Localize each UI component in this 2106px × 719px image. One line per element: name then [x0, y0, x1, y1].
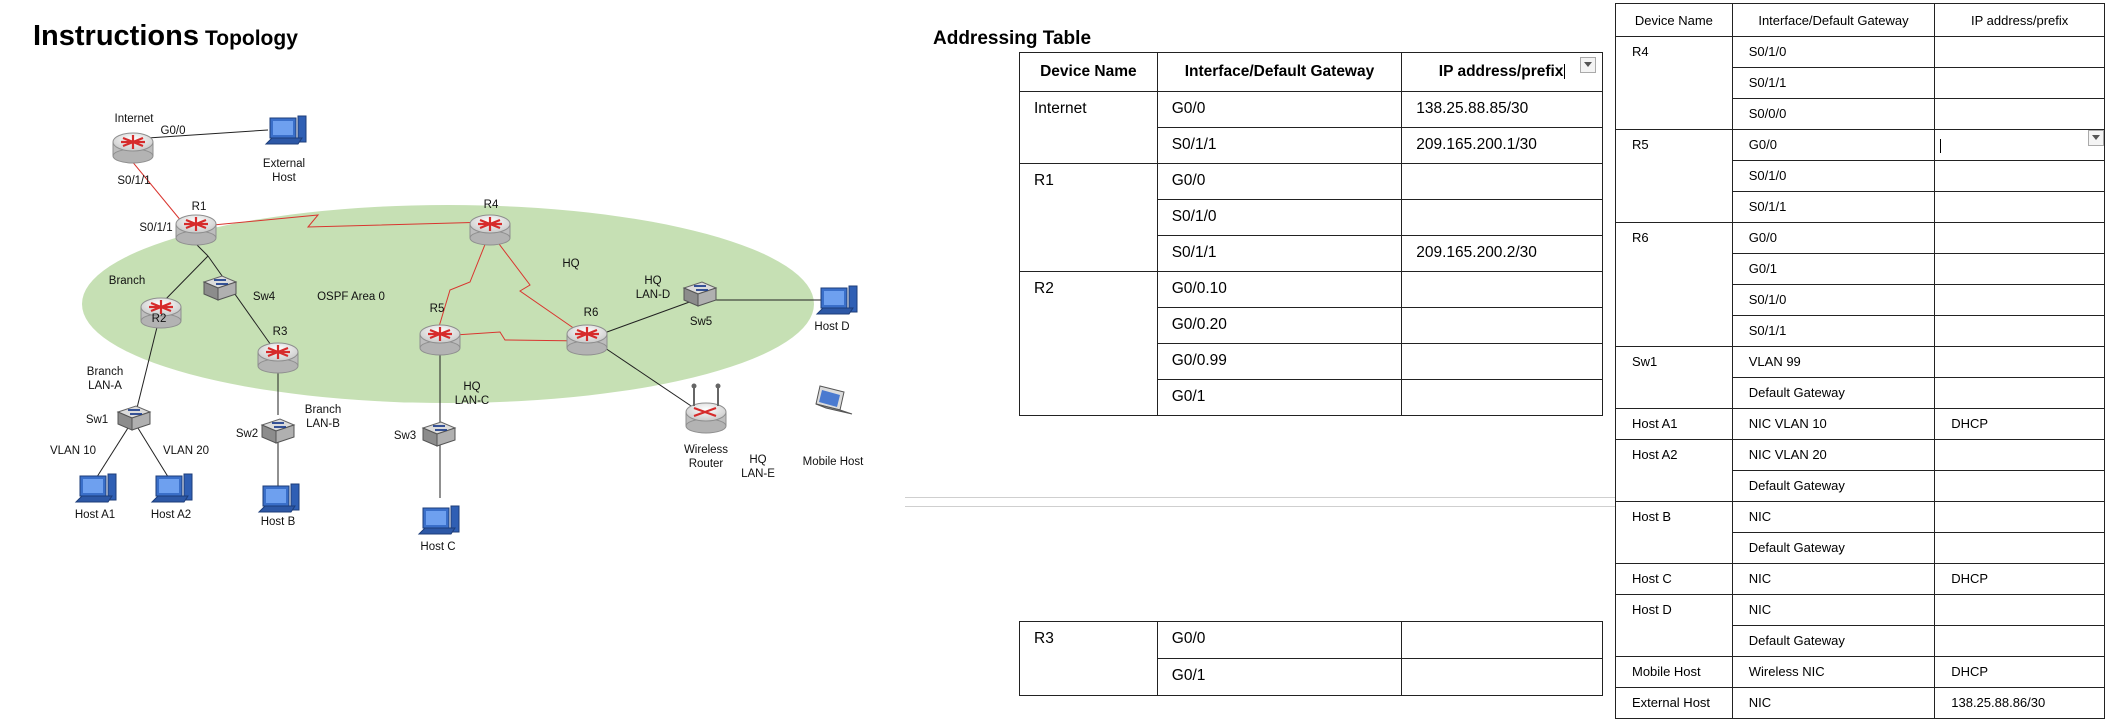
cell-device-name[interactable]: External Host: [1616, 688, 1733, 719]
addressing-table-main: [1019, 52, 1603, 416]
lbl-vlan20: VLAN 20: [162, 445, 210, 457]
cell-ip-address[interactable]: 138.25.88.85/30: [1402, 92, 1603, 128]
lbl-hq-lan-e-1: HQ: [749, 454, 767, 466]
cell-ip-address[interactable]: [1935, 254, 2105, 285]
lbl-r3: R3: [272, 326, 288, 338]
lbl-sw5: Sw5: [689, 316, 713, 328]
lbl-wireless-router-1: Wireless: [683, 444, 729, 456]
addressing-table-r3: [1019, 621, 1603, 696]
cell-interface[interactable]: S0/1/0: [1157, 200, 1402, 236]
title-instructions: Instructions: [33, 20, 199, 52]
lbl-branch-lan-b-1: Branch: [304, 404, 342, 416]
cell-interface[interactable]: NIC VLAN 10: [1732, 409, 1935, 440]
header-row: [1020, 53, 1603, 92]
title-topology: Topology: [204, 27, 298, 50]
table-row: [1020, 272, 1603, 308]
router-r3-icon: [258, 343, 298, 373]
cell-ip-address[interactable]: [1935, 471, 2105, 502]
cell-interface[interactable]: S0/0/0: [1732, 99, 1935, 130]
cell-interface[interactable]: Wireless NIC: [1732, 657, 1935, 688]
cell-device-name[interactable]: R4: [1616, 37, 1733, 130]
cell-ip-address[interactable]: [1935, 37, 2105, 68]
cell-device-name[interactable]: Host B: [1616, 502, 1733, 564]
cell-device-name[interactable]: Sw1: [1616, 347, 1733, 409]
table-row: [1616, 688, 2105, 719]
switch-sw1-icon: [118, 406, 150, 430]
pc-host-b-icon: [259, 484, 299, 512]
cell-ip-address[interactable]: [1935, 378, 2105, 409]
table-row: [1616, 657, 2105, 688]
header-ip-label: IP address/prefix: [1438, 63, 1564, 80]
cell-device-name[interactable]: R6: [1616, 223, 1733, 347]
header-ip: IP address/prefix: [1935, 4, 2105, 37]
cell-ip-address[interactable]: [1402, 200, 1603, 236]
cell-ip-address[interactable]: [1935, 285, 2105, 316]
cell-interface[interactable]: S0/1/0: [1732, 285, 1935, 316]
lbl-vlan10: VLAN 10: [49, 445, 97, 457]
cell-interface[interactable]: NIC: [1732, 502, 1935, 533]
lbl-r6: R6: [583, 307, 599, 319]
lbl-r1: R1: [191, 201, 207, 213]
table-row: [1616, 595, 2105, 626]
lbl-external-host-2: Host: [272, 172, 296, 184]
cell-device-name[interactable]: Internet: [1020, 92, 1158, 164]
lbl-sw4: Sw4: [252, 291, 276, 303]
cell-interface[interactable]: S0/1/0: [1732, 37, 1935, 68]
cell-device-name[interactable]: Host C: [1616, 564, 1733, 595]
lbl-sw1: Sw1: [85, 414, 109, 426]
cell-device-name[interactable]: Host D: [1616, 595, 1733, 657]
cell-device-name[interactable]: Mobile Host: [1616, 657, 1733, 688]
cell-device-name[interactable]: Host A2: [1616, 440, 1733, 502]
lbl-host-a1: Host A1: [74, 509, 116, 521]
table-row: [1616, 440, 2105, 471]
router-internet-icon: [113, 133, 153, 163]
router-r6-icon: [567, 325, 607, 355]
cell-device-name[interactable]: R2: [1020, 272, 1158, 416]
switch-sw2-icon: [262, 419, 294, 443]
lbl-branch-lan-a-2: LAN-A: [88, 380, 122, 392]
topology-diagram: [0, 90, 900, 570]
cell-interface[interactable]: G0/0: [1732, 223, 1935, 254]
cell-ip-address[interactable]: [1402, 344, 1603, 380]
cell-ip-address[interactable]: [1935, 192, 2105, 223]
cell-ip-address[interactable]: [1402, 308, 1603, 344]
table-row: [1020, 164, 1603, 200]
lbl-mobile-host: Mobile Host: [802, 456, 864, 468]
pc-host-a1-icon: [76, 474, 116, 502]
cell-interface[interactable]: S0/1/1: [1157, 236, 1402, 272]
cell-interface[interactable]: G0/1: [1157, 659, 1402, 696]
cell-interface[interactable]: S0/1/1: [1732, 68, 1935, 99]
cell-interface[interactable]: G0/0: [1157, 164, 1402, 200]
lbl-hq-lan-c-1: HQ: [463, 381, 481, 393]
cell-ip-address[interactable]: DHCP: [1935, 564, 2105, 595]
table-row: [1020, 622, 1603, 659]
cell-interface[interactable]: S0/1/1: [1732, 192, 1935, 223]
lbl-branch: Branch: [108, 275, 146, 287]
lbl-host-b: Host B: [260, 516, 296, 528]
cell-interface[interactable]: G0/0: [1732, 130, 1935, 161]
cell-ip-address[interactable]: [1402, 164, 1603, 200]
cell-device-name[interactable]: R5: [1616, 130, 1733, 223]
pc-host-a2-icon: [152, 474, 192, 502]
table-row: [1616, 223, 2105, 254]
cell-interface[interactable]: VLAN 99: [1732, 347, 1935, 378]
lbl-r5: R5: [429, 303, 445, 315]
cell-interface[interactable]: G0/0.20: [1157, 308, 1402, 344]
header-interface: Interface/Default Gateway: [1732, 4, 1935, 37]
lbl-hq-lan-d-1: HQ: [644, 275, 662, 287]
cell-ip-address[interactable]: [1402, 659, 1603, 696]
header-row: [1616, 4, 2105, 37]
cell-ip-address[interactable]: DHCP: [1935, 409, 2105, 440]
table-row: [1020, 92, 1603, 128]
pc-external-host-icon: [266, 116, 306, 144]
lbl-hq-lan-c-2: LAN-C: [454, 395, 490, 407]
table-row: [1616, 347, 2105, 378]
lbl-hq: HQ: [562, 258, 580, 270]
addressing-table-title: Addressing Table: [933, 28, 1092, 49]
cell-interface[interactable]: Default Gateway: [1732, 626, 1935, 657]
table-row: [1616, 37, 2105, 68]
lbl-s011-top: S0/1/1: [117, 175, 151, 187]
cell-ip-address[interactable]: [1402, 272, 1603, 308]
cell-interface[interactable]: NIC VLAN 20: [1732, 440, 1935, 471]
switch-sw3-icon: [423, 422, 455, 446]
dropdown-caret-icon[interactable]: [2088, 130, 2104, 146]
header-device-name: Device Name: [1616, 4, 1733, 37]
lbl-branch-lan-b-2: LAN-B: [306, 418, 340, 430]
table-row: [1616, 564, 2105, 595]
lbl-hq-lan-d-2: LAN-D: [635, 289, 671, 301]
header-ip[interactable]: [1402, 53, 1603, 92]
cell-ip-address[interactable]: [1935, 347, 2105, 378]
lbl-r2: R2: [151, 313, 167, 325]
lbl-internet: Internet: [114, 113, 154, 125]
cell-ip-address[interactable]: 209.165.200.1/30: [1402, 128, 1603, 164]
cell-interface[interactable]: Default Gateway: [1732, 471, 1935, 502]
lbl-external-host-1: External: [262, 158, 306, 170]
lbl-wireless-router-2: Router: [688, 458, 724, 470]
cell-ip-address[interactable]: [1935, 626, 2105, 657]
cell-interface[interactable]: NIC: [1732, 688, 1935, 719]
lbl-hq-lan-e-2: LAN-E: [741, 468, 775, 480]
cell-ip-address[interactable]: 209.165.200.2/30: [1402, 236, 1603, 272]
cell-ip-address[interactable]: [1935, 316, 2105, 347]
table-row: [1616, 409, 2105, 440]
divider: [905, 506, 1615, 507]
lbl-sw2: Sw2: [235, 428, 259, 440]
table-row: [1616, 130, 2105, 161]
table-row: [1616, 502, 2105, 533]
cell-ip-address[interactable]: [1935, 99, 2105, 130]
cell-interface[interactable]: NIC: [1732, 595, 1935, 626]
cell-interface[interactable]: S0/1/0: [1732, 161, 1935, 192]
cell-interface[interactable]: G0/1: [1157, 380, 1402, 416]
pc-host-c-icon: [419, 506, 459, 534]
text-cursor: [1564, 64, 1565, 79]
laptop-mobile-host-icon: [816, 386, 852, 414]
lbl-sw3: Sw3: [393, 430, 417, 442]
cell-ip-address[interactable]: [1935, 223, 2105, 254]
cell-interface[interactable]: Default Gateway: [1732, 533, 1935, 564]
cell-device-name[interactable]: Host A1: [1616, 409, 1733, 440]
cell-interface[interactable]: S0/1/1: [1732, 316, 1935, 347]
cell-ip-address[interactable]: [1935, 130, 2105, 161]
router-r4-icon: [470, 215, 510, 245]
cell-interface[interactable]: S0/1/1: [1157, 128, 1402, 164]
cell-device-name[interactable]: R3: [1020, 622, 1158, 696]
cell-interface[interactable]: G0/1: [1732, 254, 1935, 285]
lbl-host-c: Host C: [420, 541, 456, 553]
cell-ip-address[interactable]: [1402, 622, 1603, 659]
cell-ip-address[interactable]: [1935, 595, 2105, 626]
cell-interface[interactable]: NIC: [1732, 564, 1935, 595]
cell-interface[interactable]: G0/0: [1157, 622, 1402, 659]
cell-interface[interactable]: G0/0: [1157, 92, 1402, 128]
router-r1-icon: [176, 215, 216, 245]
pc-host-d-icon: [817, 286, 857, 314]
page-title: [33, 20, 298, 53]
cell-ip-address[interactable]: [1935, 440, 2105, 471]
router-r5-icon: [420, 325, 460, 355]
cell-interface[interactable]: G0/0.10: [1157, 272, 1402, 308]
cell-ip-address[interactable]: DHCP: [1935, 657, 2105, 688]
divider: [905, 497, 1615, 498]
cell-interface[interactable]: G0/0.99: [1157, 344, 1402, 380]
dropdown-caret-icon[interactable]: [1580, 57, 1596, 73]
lbl-host-d: Host D: [814, 321, 850, 333]
header-interface: Interface/Default Gateway: [1157, 53, 1402, 92]
cell-ip-address[interactable]: [1935, 161, 2105, 192]
lbl-g00: G0/0: [160, 125, 186, 137]
wireless-router-icon: [686, 384, 726, 434]
cell-ip-address[interactable]: [1935, 502, 2105, 533]
lbl-s011-r1: S0/1/1: [139, 222, 173, 234]
cell-device-name[interactable]: R1: [1020, 164, 1158, 272]
lbl-host-a2: Host A2: [150, 509, 192, 521]
addressing-table-right: [1615, 3, 2105, 719]
cell-interface[interactable]: Default Gateway: [1732, 378, 1935, 409]
cell-ip-address[interactable]: [1935, 68, 2105, 99]
cell-ip-address[interactable]: [1402, 380, 1603, 416]
cell-ip-address[interactable]: [1935, 533, 2105, 564]
text-cursor: [1940, 139, 1941, 153]
cell-ip-address[interactable]: 138.25.88.86/30: [1935, 688, 2105, 719]
lbl-r4: R4: [483, 199, 499, 211]
header-device-name: Device Name: [1020, 53, 1158, 92]
lbl-branch-lan-a-1: Branch: [86, 366, 124, 378]
lbl-ospf: OSPF Area 0: [317, 291, 385, 303]
